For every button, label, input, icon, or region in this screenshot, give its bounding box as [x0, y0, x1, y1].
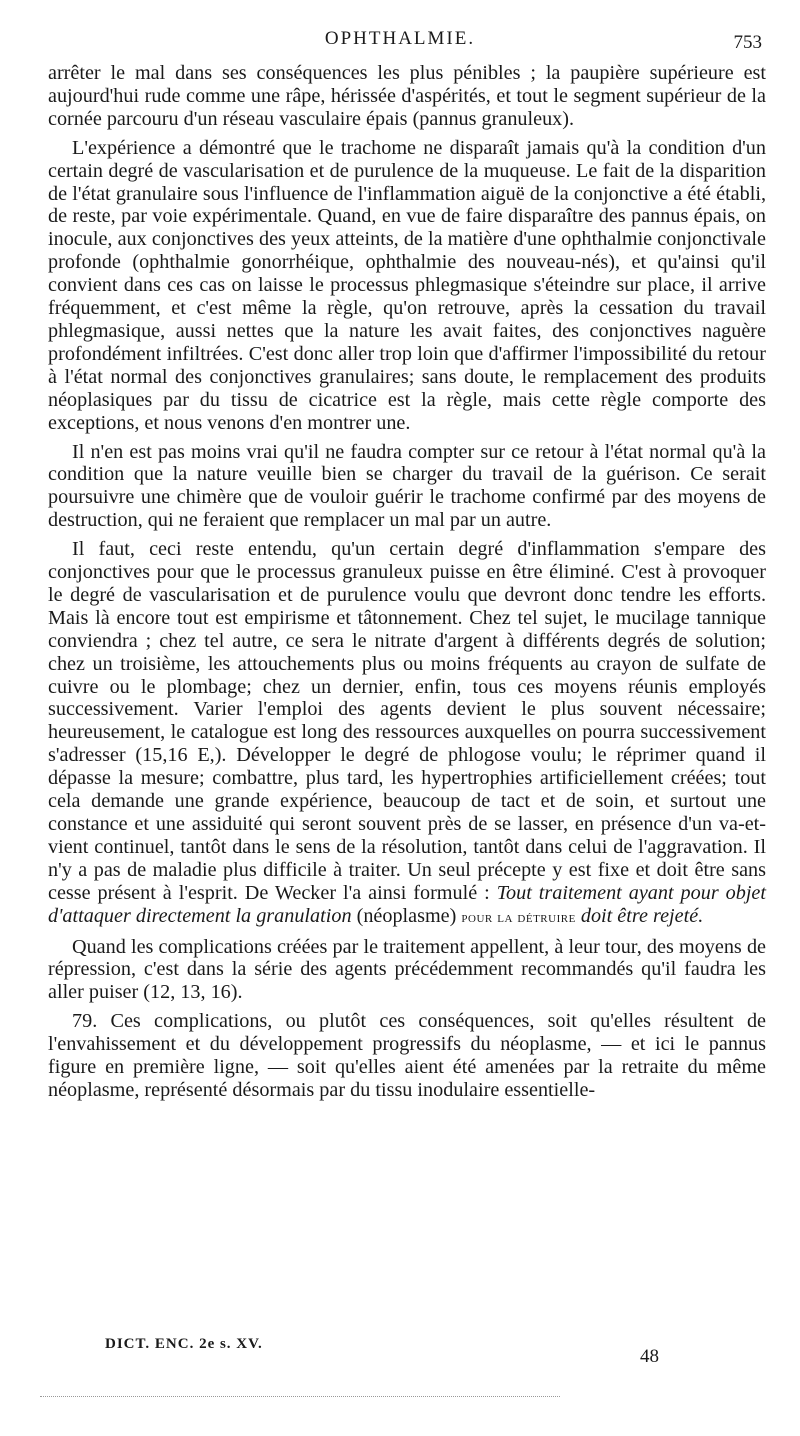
- quote-italic-2: doit être rejeté.: [580, 904, 704, 927]
- footer-signature: DICT. ENC. 2e s. XV.: [105, 1336, 263, 1352]
- paragraph-with-quote: [48, 538, 766, 929]
- body-text: [48, 62, 766, 1108]
- paragraph: 79. Ces complications, ou plutôt ces conséquences, soit qu'elles résultent de l'envahissement et du développement progressifs du néoplasme, — et ici le pannus figure en première ligne, — soit qu'elles aient été amenées par la retraite du même néoplasme, représenté désormais par du tissu inodulaire essentielle-: [48, 1010, 766, 1101]
- quote-italic-1: Tout traitement ayant pour objet d'attaquer directement la granulation: [48, 881, 766, 927]
- paragraph: Il n'en est pas moins vrai qu'il ne faudra compter sur ce retour à l'état normal qu'à la condition que la nature veuille bien se charger du travail de la guérison. Ce serait poursuivre une chimère que de vouloir guérir le trachome confirmé par des moyens de destruction, qui ne feraient que remplacer un mal par un autre.: [48, 440, 766, 532]
- paragraph: arrêter le mal dans ses conséquences les plus pénibles ; la paupière supérieure est aujourd'hui rude comme une râpe, hérissée d'aspérités, et tout le segment supérieur de la cornée parcouru d'un réseau vasculaire épais (pannus granuleux).: [48, 62, 766, 130]
- paragraph: L'expérience a démontré que le trachome ne disparaît jamais qu'à la condition d'un certain degré de vascularisation et de purulence de la muqueuse. Le fait de la disparition de l'état granulaire sous l'influence de l'inflammation aiguë de la conjonctive a été établi, de reste, par voie expérimentale. Quand, en vue de faire disparaître des pannus épais, on inocule, aux conjonctives des yeux atteints, de la matière d'une ophthalmie conjonctivale profonde (ophthalmie gonorrhéique, ophthalmie des nouveau-nés), et qu'ainsi qu'il convient dans ces cas on laisse le processus phlegmasique s'éteindre sur place, il arrive fréquemment, et c'est même la règle, qu'on retrouve, après la cessation du travail phlegmasique, aussi nettes que la nature les avait faites, des conjonctives naguère profondément infiltrées. C'est donc aller trop loin que d'affirmer l'impossibilité du retour à l'état normal des conjonctives granulaires; sans doute, le remplacement des produits néoplasiques par du tissu de cicatrice est la règle, mais cette règle comporte des exceptions, et nous venons d'en montrer une.: [48, 136, 766, 434]
- running-head: [0, 28, 800, 58]
- sheet-number: 48: [640, 1346, 659, 1367]
- quote-smallcaps: pour la détruire: [461, 908, 576, 926]
- running-title: OPHTHALMIE.: [324, 28, 476, 49]
- quote-roman: (néoplasme): [356, 904, 457, 927]
- page-number: 753: [733, 32, 762, 53]
- paragraph-text: Il faut, ceci reste entendu, qu'un certain degré d'inflammation s'empare des conjonctives pour que le processus granuleux puisse en être éliminé. C'est à provoquer le degré de vascularisation et de purulence voulu que devront donc tendre les efforts. Mais là encore tout est empirisme et tâtonnement. Chez tel sujet, le mucilage tannique conviendra ; chez tel autre, ce sera le nitrate d'argent à différents degrés de solution; chez un troisième, les attouchements plus ou moins fréquents au crayon de sulfate de cuivre ou le plombage; chez un dernier, enfin, tous ces moyens réunis employés successivement. Varier l'emploi des agents devient le plus souvent nécessaire; heureusement, le catalogue est long des ressources auxquelles on pourra successivement s'adresser (15,16 E,). Développer le degré de phlogose voulu; le réprimer quand il dépasse la mesure; combattre, plus tard, les hypertrophies artificiellement créées; tout cela demande une grande expérience, beaucoup de tact et de soin, et surtout une constance et une assiduité qui seront souvent près de se lasser, en présence d'un va-et-vient continuel, tantôt dans le sens de la résolution, tantôt dans celui de l'aggravation. Il n'y a pas de maladie plus difficile à traiter. Un seul précepte y est fixe et doit être sans cesse présent à l'esprit. De Wecker l'a ainsi formulé :: [48, 538, 766, 904]
- paragraph: Quand les complications créées par le traitement appellent, à leur tour, des moyens de répression, c'est dans la série des agents précédemment recommandés qu'il faudra les aller puiser (12, 13, 16).: [48, 935, 766, 1004]
- bottom-divider: [40, 1396, 560, 1397]
